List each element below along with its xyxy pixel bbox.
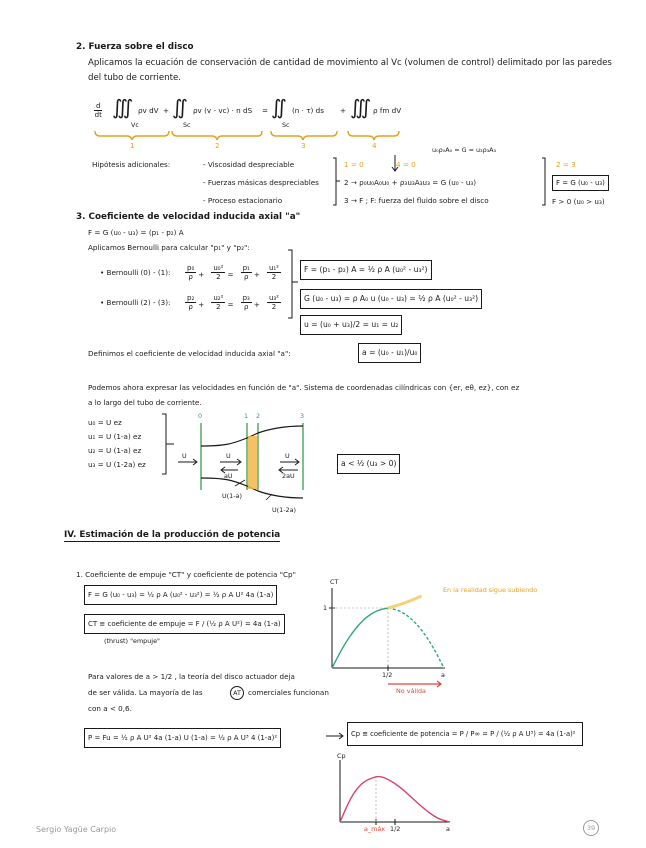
velocity-u2: u₂ = U (1-a) ez — [88, 446, 142, 455]
velocity-u0: u₀ = U ez — [88, 418, 122, 427]
eq-equals: = — [262, 106, 269, 115]
eq-term-2: ρv (v - vc) · n dS — [193, 106, 253, 115]
bernoulli-intro: Aplicamos Bernoulli para calcular "p₁" y "p₂": — [88, 243, 250, 252]
eq-plus-2: + — [340, 106, 347, 115]
mean-velocity-box: u = (u₀ + u₃)/2 = u₁ = u₂ — [300, 315, 402, 335]
para-line-2b: comerciales funcionan — [248, 688, 329, 697]
result-2: 2 → ρ₀u₀A₀u₀ + ρ₃u₃A₃u₃ = G (u₀ - u₃) — [344, 178, 477, 187]
a-definition-box: a = (u₀ - u₁)/u₀ — [358, 343, 421, 363]
para-line-2: de ser válida. La mayoría de las — [88, 688, 203, 697]
eq-sub-vc: Vc — [131, 121, 139, 129]
double-integral-2: ∬ — [271, 95, 287, 119]
result-4-eq-0: 4 = 0 — [396, 160, 416, 169]
term-number-2: 2 — [215, 141, 220, 150]
footer-author: Sergio Yagüe Carpio — [36, 825, 117, 834]
eq-term-3: (n · τ) ds — [292, 106, 324, 115]
cp-tick-amax: a_máx — [364, 825, 386, 833]
result-2-eq-3: 2 = 3 — [556, 160, 576, 169]
diagram-u1-label: U(1-a) — [222, 492, 242, 500]
section-3-title: 3. Coeficiente de velocidad inducida axial "a" — [76, 212, 301, 222]
triple-integral-2: ∭ — [350, 95, 372, 119]
ct-tick-one: 1 — [323, 604, 328, 612]
eq-term-1: ρv dV — [138, 106, 159, 115]
ct-axis-label: CT — [330, 578, 339, 586]
station-3: 3 — [300, 412, 305, 420]
diagram-U-3: U — [285, 452, 290, 460]
page-number: 39 — [583, 820, 599, 836]
ct-tick-a: a — [441, 671, 445, 679]
velocity-u1: u₁ = U (1-a) ez — [88, 432, 142, 441]
thrust-force-box: F = G (u₀ - u₃) = ½ ρ A (u₀² - u₃²) = ½ ρ A U² 4a (1-a) — [84, 585, 277, 605]
mass-conservation: u₀ρ₀A₀ = G = u₃ρ₃A₃ — [432, 146, 497, 154]
term-number-1: 1 — [130, 141, 135, 150]
term-number-4: 4 — [372, 141, 377, 150]
cp-tick-a: a — [446, 825, 450, 833]
power-coefficient-box: Cp ≡ coeficiente de potencia = P / P∞ = P / (½ ρ A U³) = 4a (1-a)² — [347, 722, 583, 746]
bernoulli-1-label: • Bernoulli (0) - (1): — [100, 268, 171, 277]
section-4-title: IV. Estimación de la producción de potencia — [64, 530, 281, 540]
eq-plus-1: + — [163, 106, 170, 115]
a-limit-box: a < ½ (u₃ > 0) — [337, 454, 400, 474]
para-line-3: con a < 0,6. — [88, 704, 132, 713]
power-box: P = Fu = ½ ρ A U² 4a (1-a) U (1-a) = ½ ρ A U³ 4 (1-a)² — [84, 728, 281, 748]
result-1-eq-0: 1 = 0 — [344, 160, 364, 169]
at-badge: AT — [230, 686, 244, 700]
station-0: 0 — [198, 412, 203, 420]
bernoulli-2-equation: $\frac{\text{p₂}}{\rho}$ + $\frac{\text{u₂²}}{2}$ = $\frac{\text{p₃}}{\rho}$ + $\frac{\text{u₃²}}{2}$ — [187, 294, 279, 311]
section-2-intro-1: Aplicamos la ecuación de conservación de cantidad de movimiento al Vc (volumen de control) delimitado por las paredes — [88, 58, 612, 68]
diagram-2aU: 2aU — [282, 472, 295, 480]
ct-real-note: En la realidad sigue subiendo — [443, 586, 538, 594]
diagram-U-1: U — [226, 452, 231, 460]
diagram-aU: aU — [224, 472, 233, 480]
hypothesis-3: - Proceso estacionario — [203, 196, 283, 205]
bernoulli-1-equation: $\frac{\text{p₀}}{\rho}$ + $\frac{\text{u₀²}}{2}$ = $\frac{\text{p₁}}{\rho}$ + $\frac{\text{u₁²}}{2}$ — [187, 264, 279, 281]
section-4-1-title: 1. Coeficiente de empuje "CT" y coeficiente de potencia "Cp" — [76, 570, 296, 579]
force-bernoulli-box: F = (p₁ - p₂) A = ½ ρ A (u₀² - u₃²) — [300, 260, 432, 280]
eq-sub-sc-2: Sc — [282, 121, 290, 129]
term-number-3: 3 — [301, 141, 306, 150]
cp-tick-half: 1/2 — [390, 825, 401, 833]
hypotheses-label: Hipótesis adicionales: — [92, 160, 171, 169]
thrust-coefficient-box: CT ≡ coeficiente de empuje = F / (½ ρ A U²) = 4a (1-a) — [84, 614, 285, 634]
velocity-u3: u₃ = U (1-2a) ez — [88, 460, 146, 469]
section-2-title: 2. Fuerza sobre el disco — [76, 42, 194, 52]
definition-text: Definimos el coeficiente de velocidad inducida axial "a": — [88, 349, 291, 358]
triple-integral-1: ∭ — [112, 95, 134, 119]
station-2: 2 — [256, 412, 261, 420]
eq-term-4: ρ fm dV — [373, 106, 402, 115]
velocity-text-1: Podemos ahora expresar las velocidades en función de "a". Sistema de coordenadas cilíndricas con {er, eθ, ez}, con ez — [88, 383, 520, 392]
station-1: 1 — [244, 412, 249, 420]
no-valida-label: No válida — [396, 687, 426, 695]
eq-sub-sc-1: Sc — [183, 121, 191, 129]
diagram-U-inlet: U — [182, 452, 187, 460]
para-line-1: Para valores de a > 1/2 , la teoría del disco actuador deja — [88, 672, 295, 681]
velocity-text-2: a lo largo del tubo de corriente. — [88, 398, 202, 407]
thrust-english: (thrust) "empuje" — [104, 637, 160, 645]
force-positive: F > 0 (u₀ > u₃) — [552, 197, 605, 206]
hypothesis-1: - Viscosidad despreciable — [203, 160, 295, 169]
eq-d: d — [96, 102, 101, 110]
ct-tick-half: 1/2 — [382, 671, 393, 679]
force-result-box: F = G (u₀ - u₃) — [552, 175, 609, 191]
cp-axis-label: Cp — [337, 752, 346, 760]
diagram-u3-label: U(1-2a) — [272, 506, 297, 514]
hypothesis-2: - Fuerzas másicas despreciables — [203, 178, 319, 187]
momentum-energy-box: G (u₀ - u₃) = ρ A₀ u (u₀ - u₃) = ½ ρ A (u₀² - u₃²) — [300, 289, 482, 309]
force-pressure-eq: F = G (u₀ - u₃) = (p₁ - p₂) A — [88, 228, 184, 237]
double-integral-1: ∬ — [172, 95, 188, 119]
eq-dt: dt — [94, 111, 102, 119]
section-2-intro-2: del tubo de corriente. — [88, 73, 182, 83]
result-3: 3 → F ; F: fuerza del fluido sobre el disco — [344, 196, 489, 205]
bernoulli-2-label: • Bernoulli (2) - (3): — [100, 298, 171, 307]
cp-curve — [340, 777, 450, 822]
